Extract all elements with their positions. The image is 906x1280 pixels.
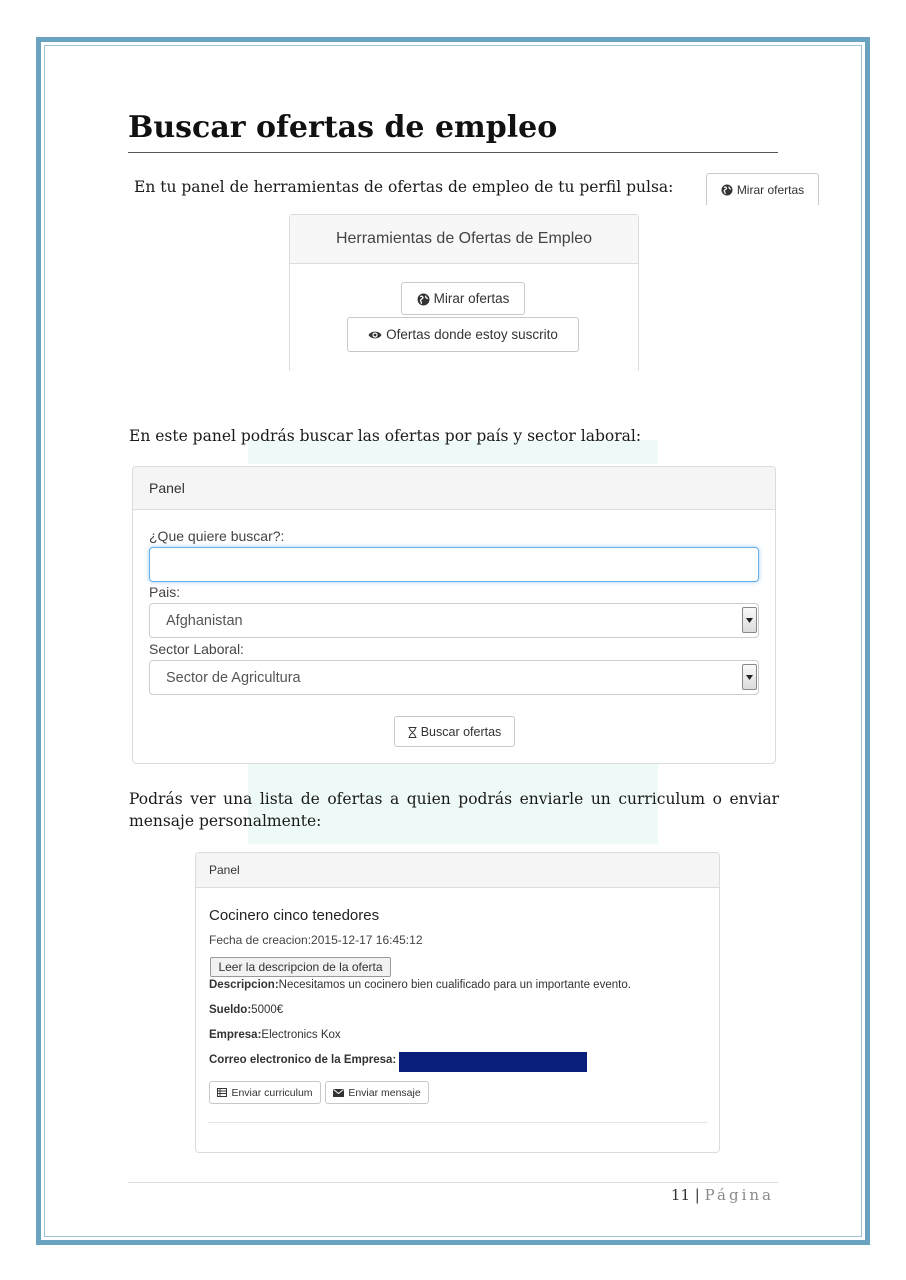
page-number: 11 [670,1186,690,1204]
tools-mirar-ofertas-label: Mirar ofertas [433,291,510,306]
description-line [209,979,631,991]
email-label: Correo electronico de la Empresa: [209,1054,397,1066]
company-line [209,1029,341,1041]
list-intro-paragraph: Podrás ver una lista de ofertas a quien podrás enviarle un curriculum o enviar mensaje personalmente: [129,790,779,830]
creation-date: Fecha de creacion:2015-12-17 16:45:12 [209,933,423,947]
country-label: Pais: [149,584,181,600]
query-label: ¿Que quiere buscar?: [149,528,285,544]
page-title: Buscar ofertas de empleo [128,106,778,153]
salary-line [209,1004,283,1016]
tools-suscrito-button[interactable] [347,317,579,352]
sector-label: Sector Laboral: [149,641,244,657]
page-footer [671,1186,774,1204]
globe-icon [417,291,430,306]
buscar-ofertas-label: Buscar ofertas [420,724,502,739]
description-value: Necesitamos un cocinero bien cualificado para un importante evento. [278,979,631,991]
sector-select-arrow[interactable] [742,664,757,690]
tools-panel-title: Herramientas de Ofertas de Empleo [335,230,593,247]
salary-value: 5000€ [251,1004,284,1016]
send-message-button[interactable] [325,1081,429,1104]
email-line [209,1054,396,1066]
email-redaction [399,1052,587,1072]
sector-select[interactable] [149,660,759,695]
country-select-value: Afghanistan [166,612,243,629]
list-icon [217,1087,227,1099]
inline-mirar-ofertas-label: Mirar ofertas [736,182,805,197]
globe-icon [721,183,733,197]
send-cv-button[interactable] [209,1081,321,1104]
footer-rule [128,1182,778,1183]
search-panel-header [133,467,775,510]
intro-paragraph: En tu panel de herramientas de ofertas de empleo de tu perfil pulsa: [134,178,674,196]
sector-select-value: Sector de Agricultura [166,669,301,686]
envelope-icon [333,1087,344,1099]
description-label: Descripcion: [209,979,279,991]
send-message-label: Enviar mensaje [348,1086,421,1099]
offer-divider [208,1122,707,1123]
company-label: Empresa: [209,1029,262,1041]
country-select[interactable] [149,603,759,638]
chevron-down-icon [746,618,753,623]
chevron-down-icon [746,675,753,680]
eye-icon [368,327,382,342]
tools-mirar-ofertas-button[interactable] [401,282,525,315]
page-word: Página [704,1186,774,1204]
country-select-arrow[interactable] [742,607,757,633]
inline-mirar-ofertas-button[interactable] [706,173,819,205]
salary-label: Sueldo: [209,1004,252,1016]
query-input[interactable] [149,547,759,582]
search-intro-paragraph: En este panel podrás buscar las ofertas por país y sector laboral: [129,427,642,445]
hourglass-icon [408,725,417,739]
job-title: Cocinero cinco tenedores [209,907,380,924]
offer-panel-header [196,853,719,888]
offer-panel [195,852,720,1153]
buscar-ofertas-button[interactable] [394,716,515,747]
company-value: Electronics Kox [261,1029,341,1041]
send-cv-label: Enviar curriculum [231,1086,313,1099]
tools-panel-header [290,215,638,264]
offer-panel-header-label: Panel [209,863,240,877]
read-description-button[interactable]: Leer la descripcion de la oferta [210,957,391,977]
footer-separator: | [694,1186,700,1204]
search-panel-header-label: Panel [149,480,185,496]
tools-suscrito-label: Ofertas donde estoy suscrito [386,327,558,342]
